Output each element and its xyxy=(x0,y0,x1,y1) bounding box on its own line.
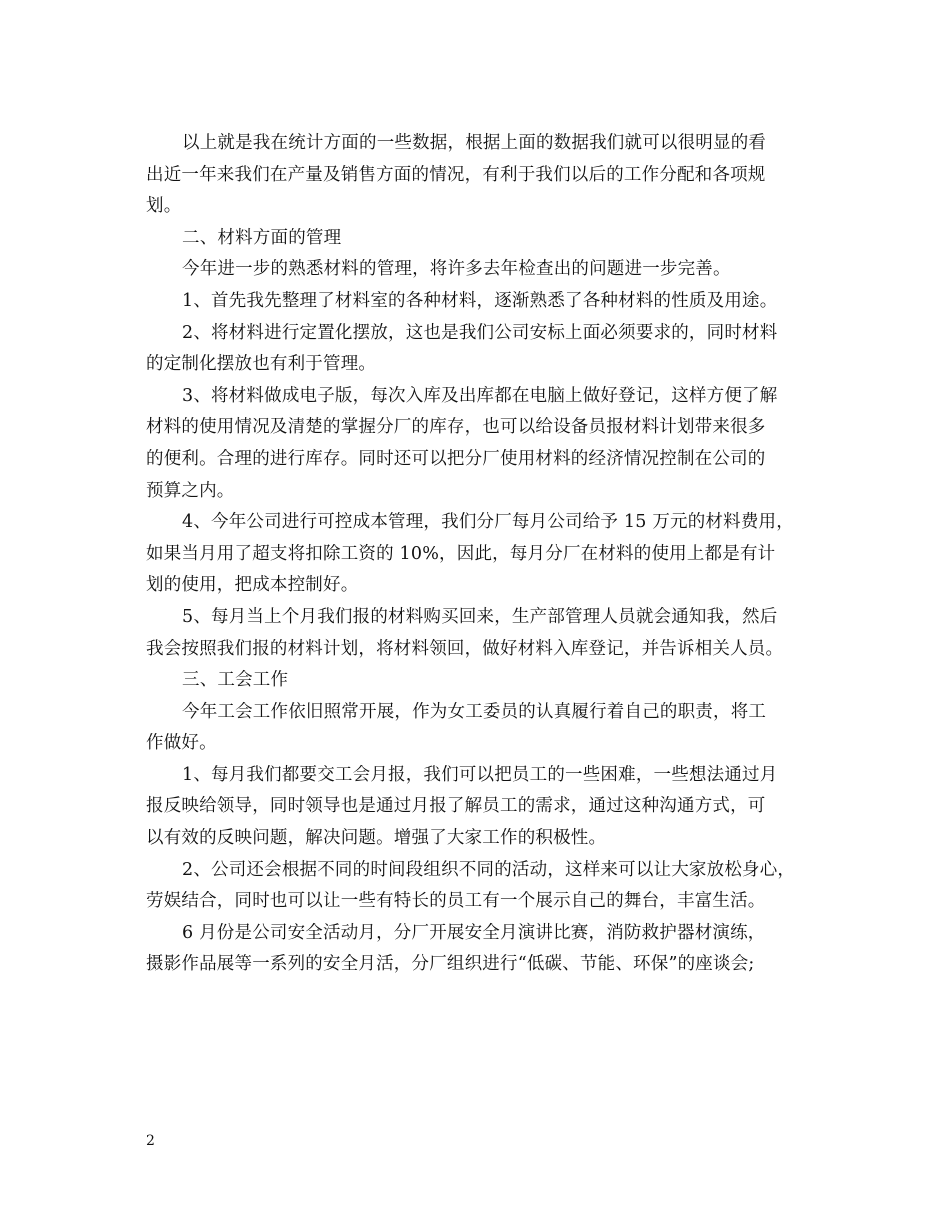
paragraph-line: 以上就是我在统计方面的一些数据，根据上面的数据我们就可以很明显的看 xyxy=(182,133,767,153)
section-heading: 二、材料方面的管理 xyxy=(182,227,342,248)
paragraph-line: 出近一年来我们在产量及销售方面的情况，有利于我们以后的工作分配和各项规 xyxy=(146,164,766,185)
section-heading: 三、工会工作 xyxy=(182,670,289,691)
list-item-line: 如果当月用了超支将扣除工资的 10%，因此，每月分厂在材料的使用上都是有计 xyxy=(146,543,776,564)
list-item-line: 劳娱结合，同时也可以让一些有特长的员工有一个展示自己的舞台，丰富生活。 xyxy=(146,891,766,912)
list-item-line: 报反映给领导，同时领导也是通过月报了解员工的需求，通过这种沟通方式，可 xyxy=(146,796,766,817)
list-item-line: 以有效的反映问题，解决问题。增强了大家工作的积极性。 xyxy=(146,828,607,849)
paragraph-line: 6 月份是公司安全活动月，分厂开展安全月演讲比赛，消防救护器材演练， xyxy=(182,922,766,943)
list-item-line: 1、每月我们都要交工会月报，我们可以把员工的一些困难，一些想法通过月 xyxy=(182,764,778,785)
document-body xyxy=(146,128,806,981)
list-item-line: 1、首先我先整理了材料室的各种材料，逐渐熟悉了各种材料的性质及用途。 xyxy=(182,290,778,311)
list-item-line: 5、每月当上个月我们报的材料购买回来，生产部管理人员就会通知我，然后 xyxy=(182,606,778,627)
list-item-line: 3、将材料做成电子版，每次入库及出库都在电脑上做好登记，这样方便了解 xyxy=(182,385,778,406)
list-item-line: 2、公司还会根据不同的时间段组织不同的活动，这样来可以让大家放松身心， xyxy=(182,859,796,880)
list-item-line: 预算之内。 xyxy=(146,480,235,501)
list-item-line: 我会按照我们报的材料计划，将材料领回，做好材料入库登记，并告诉相关人员。 xyxy=(146,638,784,659)
list-item-line: 划的使用，把成本控制好。 xyxy=(146,575,359,596)
list-item-line: 材料的使用情况及清楚的掌握分厂的库存，也可以给设备员报材料计划带来很多 xyxy=(146,417,766,438)
paragraph-line: 今年工会工作依旧照常开展，作为女工委员的认真履行着自己的职责，将工 xyxy=(182,701,767,722)
page-number: 2 xyxy=(146,1133,155,1149)
paragraph-line: 今年进一步的熟悉材料的管理，将许多去年检查出的问题进一步完善。 xyxy=(182,259,731,280)
list-item-line: 的便利。合理的进行库存。同时还可以把分厂使用材料的经济情况控制在公司的 xyxy=(146,448,766,469)
paragraph-line: 划。 xyxy=(146,196,182,217)
paragraph-line: 作做好。 xyxy=(146,733,217,754)
list-item-line: 4、今年公司进行可控成本管理，我们分厂每月公司给予 15 万元的材料费用， xyxy=(182,512,794,533)
list-item-line: 的定制化摆放也有利于管理。 xyxy=(146,354,377,375)
list-item-line: 2、将材料进行定置化摆放，这也是我们公司安标上面必须要求的，同时材料 xyxy=(182,322,778,343)
paragraph-line: 摄影作品展等一系列的安全月活，分厂组织进行“低碳、节能、环保”的座谈会; xyxy=(146,954,755,975)
